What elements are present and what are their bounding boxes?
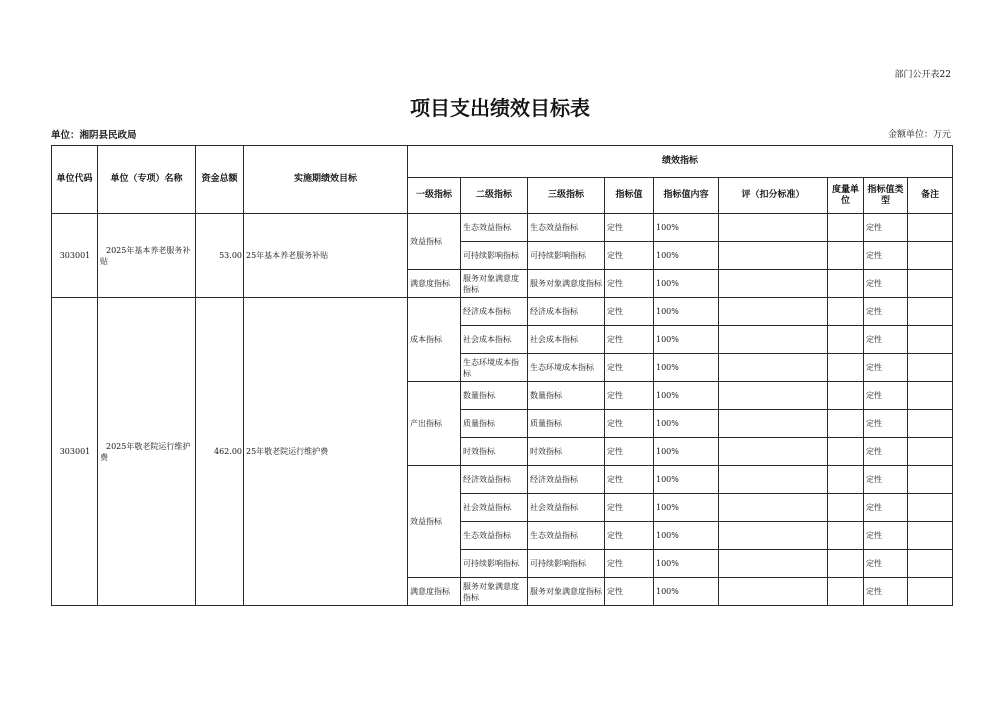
measure-unit-cell: [828, 578, 864, 606]
scoring-standard-cell: [719, 410, 828, 438]
measure-unit-cell: [828, 382, 864, 410]
scoring-standard-cell: [719, 382, 828, 410]
value-type-cell: 定性: [864, 550, 908, 578]
goal-cell: 25年基本养老服务补贴: [244, 214, 408, 298]
header-fund-amount: 资金总额: [196, 146, 244, 214]
level3-indicator-cell: 服务对象满意度指标: [528, 578, 605, 606]
indicator-content-cell: 100%: [654, 522, 719, 550]
indicator-content-cell: 100%: [654, 550, 719, 578]
level3-indicator-cell: 时效指标: [528, 438, 605, 466]
scoring-standard-cell: [719, 438, 828, 466]
indicator-content-cell: 100%: [654, 354, 719, 382]
header-value-type: 指标值类型: [864, 178, 908, 214]
scoring-standard-cell: [719, 326, 828, 354]
measure-unit-cell: [828, 522, 864, 550]
page-title: 项目支出绩效目标表: [410, 96, 590, 120]
header-level1: 一级指标: [408, 178, 461, 214]
header-indicator-content: 指标值内容: [654, 178, 719, 214]
fund-amount-cell: 53.00: [196, 214, 244, 298]
level2-indicator-cell: 生态效益指标: [461, 522, 528, 550]
level3-indicator-cell: 社会效益指标: [528, 494, 605, 522]
header-project-name: 单位（专项）名称: [98, 146, 196, 214]
scoring-standard-cell: [719, 550, 828, 578]
header-performance-indicators: 绩效指标: [408, 146, 953, 178]
indicator-content-cell: 100%: [654, 494, 719, 522]
value-type-cell: 定性: [864, 578, 908, 606]
level2-indicator-cell: 社会效益指标: [461, 494, 528, 522]
header-scoring-standard: 评（扣分标准）: [719, 178, 828, 214]
level3-indicator-cell: 经济成本指标: [528, 298, 605, 326]
level1-indicator-cell: 效益指标: [408, 214, 461, 270]
table-row: [52, 298, 953, 326]
indicator-content-cell: 100%: [654, 410, 719, 438]
value-type-cell: 定性: [864, 494, 908, 522]
level3-indicator-cell: 生态效益指标: [528, 214, 605, 242]
level2-indicator-cell: 生态环境成本指标: [461, 354, 528, 382]
measure-unit-cell: [828, 550, 864, 578]
measure-unit-cell: [828, 298, 864, 326]
measure-unit-cell: [828, 410, 864, 438]
indicator-content-cell: 100%: [654, 326, 719, 354]
remark-cell: [908, 298, 953, 326]
indicator-value-cell: 定性: [605, 242, 654, 270]
level2-indicator-cell: 服务对象满意度指标: [461, 578, 528, 606]
level3-indicator-cell: 生态效益指标: [528, 522, 605, 550]
indicator-content-cell: 100%: [654, 438, 719, 466]
level2-indicator-cell: 生态效益指标: [461, 214, 528, 242]
indicator-content-cell: 100%: [654, 382, 719, 410]
indicator-value-cell: 定性: [605, 382, 654, 410]
value-type-cell: 定性: [864, 326, 908, 354]
header-row: [52, 146, 953, 178]
measure-unit-cell: [828, 270, 864, 298]
remark-cell: [908, 214, 953, 242]
scoring-standard-cell: [719, 522, 828, 550]
remark-cell: [908, 326, 953, 354]
level3-indicator-cell: 数量指标: [528, 382, 605, 410]
remark-cell: [908, 438, 953, 466]
unit-label: 单位：湘阴县民政局: [51, 130, 137, 141]
value-type-cell: 定性: [864, 466, 908, 494]
indicator-value-cell: 定性: [605, 438, 654, 466]
header-measure-unit: 度量单位: [828, 178, 864, 214]
project-name-cell: 2025年基本养老服务补贴: [98, 214, 196, 298]
fund-amount-cell: 462.00: [196, 298, 244, 606]
indicator-value-cell: 定性: [605, 550, 654, 578]
level2-indicator-cell: 服务对象满意度指标: [461, 270, 528, 298]
remark-cell: [908, 522, 953, 550]
level2-indicator-cell: 经济成本指标: [461, 298, 528, 326]
value-type-cell: 定性: [864, 354, 908, 382]
scoring-standard-cell: [719, 214, 828, 242]
remark-cell: [908, 382, 953, 410]
scoring-standard-cell: [719, 354, 828, 382]
scoring-standard-cell: [719, 242, 828, 270]
project-name-cell: 2025年敬老院运行维护费: [98, 298, 196, 606]
indicator-value-cell: 定性: [605, 522, 654, 550]
value-type-cell: 定性: [864, 410, 908, 438]
indicator-value-cell: 定性: [605, 326, 654, 354]
table-body: [52, 214, 953, 606]
indicator-content-cell: 100%: [654, 466, 719, 494]
table-header: [52, 146, 953, 214]
level3-indicator-cell: 社会成本指标: [528, 326, 605, 354]
value-type-cell: 定性: [864, 270, 908, 298]
level1-indicator-cell: 效益指标: [408, 466, 461, 578]
level3-indicator-cell: 经济效益指标: [528, 466, 605, 494]
value-type-cell: 定性: [864, 522, 908, 550]
table-number: 部门公开表22: [894, 70, 951, 80]
measure-unit-cell: [828, 214, 864, 242]
scoring-standard-cell: [719, 298, 828, 326]
table-row: [52, 214, 953, 242]
unit-code-cell: 303001: [52, 298, 98, 606]
header-level2: 二级指标: [461, 178, 528, 214]
remark-cell: [908, 466, 953, 494]
level1-indicator-cell: 满意度指标: [408, 578, 461, 606]
header-goal: 实施期绩效目标: [244, 146, 408, 214]
measure-unit-cell: [828, 466, 864, 494]
level2-indicator-cell: 社会成本指标: [461, 326, 528, 354]
indicator-value-cell: 定性: [605, 578, 654, 606]
remark-cell: [908, 242, 953, 270]
amount-unit-label: 金额单位：万元: [887, 130, 951, 140]
measure-unit-cell: [828, 354, 864, 382]
value-type-cell: 定性: [864, 214, 908, 242]
goal-cell: 25年敬老院运行维护费: [244, 298, 408, 606]
level3-indicator-cell: 服务对象满意度指标: [528, 270, 605, 298]
indicator-value-cell: 定性: [605, 270, 654, 298]
measure-unit-cell: [828, 494, 864, 522]
value-type-cell: 定性: [864, 382, 908, 410]
level1-indicator-cell: 产出指标: [408, 382, 461, 466]
level3-indicator-cell: 质量指标: [528, 410, 605, 438]
remark-cell: [908, 494, 953, 522]
indicator-value-cell: 定性: [605, 494, 654, 522]
level1-indicator-cell: 满意度指标: [408, 270, 461, 298]
value-type-cell: 定性: [864, 438, 908, 466]
level2-indicator-cell: 数量指标: [461, 382, 528, 410]
level2-indicator-cell: 可持续影响指标: [461, 242, 528, 270]
measure-unit-cell: [828, 242, 864, 270]
value-type-cell: 定性: [864, 298, 908, 326]
indicator-content-cell: 100%: [654, 242, 719, 270]
performance-target-table: [51, 145, 953, 606]
measure-unit-cell: [828, 326, 864, 354]
indicator-value-cell: 定性: [605, 214, 654, 242]
value-type-cell: 定性: [864, 242, 908, 270]
indicator-value-cell: 定性: [605, 354, 654, 382]
header-unit-code: 单位代码: [52, 146, 98, 214]
remark-cell: [908, 270, 953, 298]
header-remark: 备注: [908, 178, 953, 214]
level2-indicator-cell: 经济效益指标: [461, 466, 528, 494]
indicator-value-cell: 定性: [605, 298, 654, 326]
scoring-standard-cell: [719, 578, 828, 606]
indicator-content-cell: 100%: [654, 578, 719, 606]
header-indicator-value: 指标值: [605, 178, 654, 214]
remark-cell: [908, 550, 953, 578]
remark-cell: [908, 578, 953, 606]
level3-indicator-cell: 可持续影响指标: [528, 550, 605, 578]
level1-indicator-cell: 成本指标: [408, 298, 461, 382]
unit-code-cell: 303001: [52, 214, 98, 298]
level2-indicator-cell: 可持续影响指标: [461, 550, 528, 578]
remark-cell: [908, 410, 953, 438]
remark-cell: [908, 354, 953, 382]
scoring-standard-cell: [719, 270, 828, 298]
scoring-standard-cell: [719, 494, 828, 522]
indicator-value-cell: 定性: [605, 410, 654, 438]
indicator-value-cell: 定性: [605, 466, 654, 494]
indicator-content-cell: 100%: [654, 270, 719, 298]
level3-indicator-cell: 生态环境成本指标: [528, 354, 605, 382]
scoring-standard-cell: [719, 466, 828, 494]
indicator-content-cell: 100%: [654, 214, 719, 242]
indicator-content-cell: 100%: [654, 298, 719, 326]
measure-unit-cell: [828, 438, 864, 466]
level2-indicator-cell: 时效指标: [461, 438, 528, 466]
level3-indicator-cell: 可持续影响指标: [528, 242, 605, 270]
level2-indicator-cell: 质量指标: [461, 410, 528, 438]
header-level3: 三级指标: [528, 178, 605, 214]
